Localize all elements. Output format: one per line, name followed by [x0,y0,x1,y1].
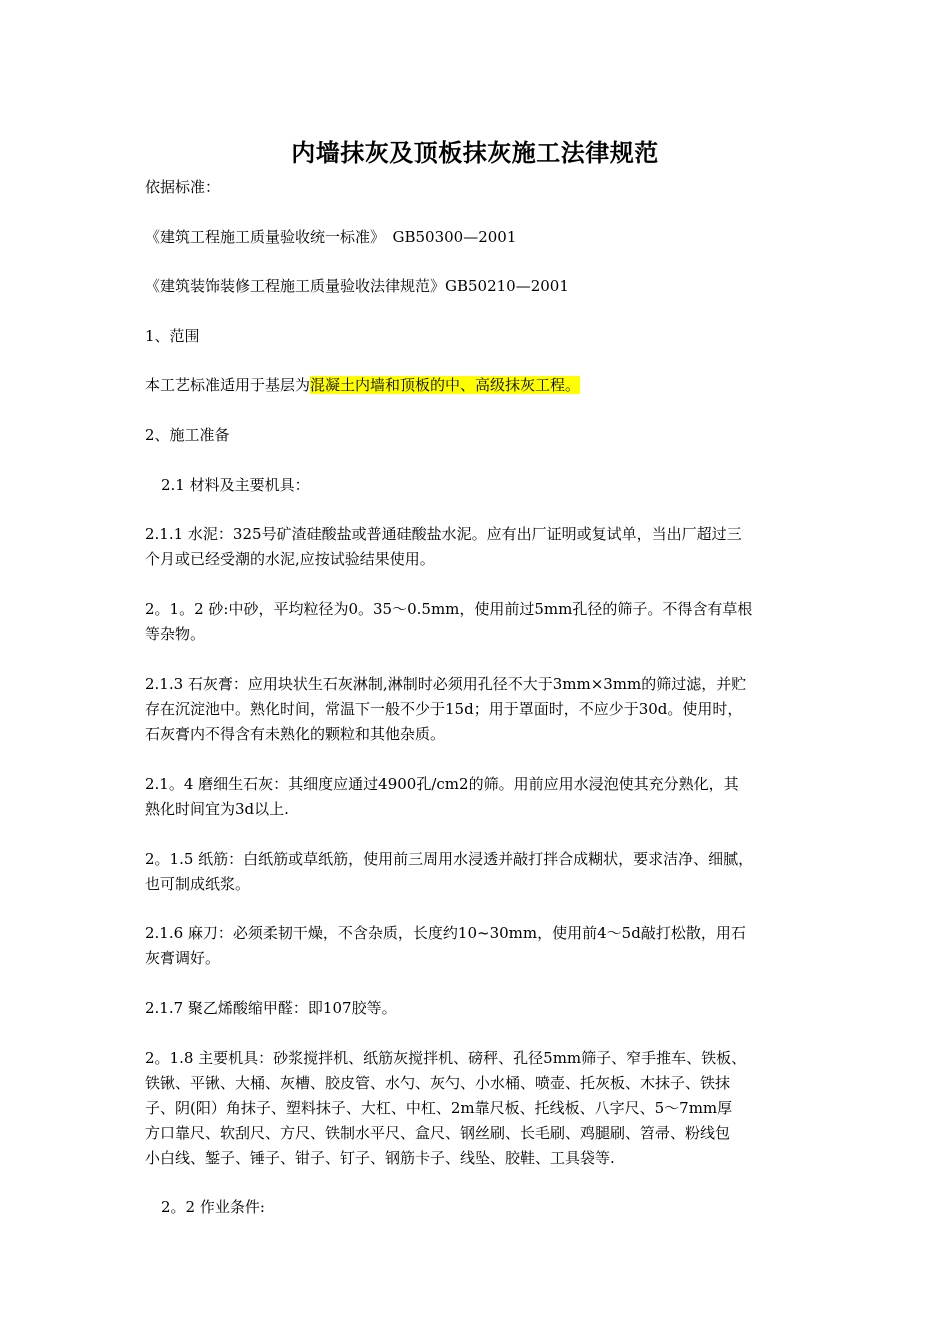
item-2-1-8-line-1: 2。1.8 主要机具：砂浆搅拌机、纸筋灰搅拌机、磅秤、孔径5mm筛子、窄手推车、铁板、 [145,1049,747,1067]
item-2-1-6-line-2: 灰膏调好。 [145,949,221,967]
standard-2: 《建筑装饰装修工程施工质量验收法律规范》GB50210—2001 [145,277,569,295]
page-title: 内墙抹灰及顶板抹灰施工法律规范 [291,138,659,167]
item-2-1-4-line-2: 熟化时间宜为3d以上. [145,800,289,818]
item-2-1-4-line-1: 2.1。4 磨细生石灰：其细度应通过4900孔/cm2的筛。用前应用水浸泡使其充分熟化，其 [145,775,739,793]
item-2-1-6-line-1: 2.1.6 麻刀：必须柔韧干燥，不含杂质，长度约10~30mm，使用前4～5d敲打松散，用石 [145,924,746,942]
item-2-1-3-line-3: 石灰膏内不得含有未熟化的颗粒和其他杂质。 [145,725,446,743]
item-2-1-5-line-1: 2。1.5 纸筋：白纸筋或草纸筋，使用前三周用水浸透并敲打拌合成糊状，要求洁净、细腻， [145,850,754,868]
item-2-1-8-line-4: 方口靠尺、软刮尺、方尺、铁制水平尺、盒尺、钢丝刷、长毛刷、鸡腿刷、笤帚、粉线包 [145,1124,731,1142]
basis-label: 依据标准： [145,178,221,196]
section-1-heading: 1、范围 [145,327,200,345]
subsection-2-2-heading: 2。2 作业条件: [161,1198,265,1216]
section-1-text-highlight: 混凝土内墙和顶板的中、高级抹灰工程。 [310,376,581,394]
item-2-1-1-line-2: 个月或已经受潮的水泥,应按试验结果使用。 [145,550,435,568]
subsection-2-1-heading: 2.1 材料及主要机具： [161,476,310,494]
standard-1: 《建筑工程施工质量验收统一标准》 GB50300—2001 [145,228,517,246]
item-2-1-3-line-2: 存在沉淀池中。熟化时间，常温下一般不少于15d；用于罩面时，不应少于30d。使用时， [145,700,743,718]
item-2-1-8-line-3: 子、阴(阳）角抹子、塑料抹子、大杠、中杠、2m靠尺板、托线板、八字尺、5～7mm厚 [145,1099,733,1117]
item-2-1-8-line-5: 小白线、錾子、锤子、钳子、钉子、钢筋卡子、线坠、胶鞋、工具袋等. [145,1149,615,1167]
item-2-1-8-line-2: 铁锹、平锹、大桶、灰槽、胶皮管、水勺、灰勺、小水桶、喷壶、托灰板、木抹子、铁抹 [145,1074,731,1092]
item-2-1-3-line-1: 2.1.3 石灰膏：应用块状生石灰淋制,淋制时必须用孔径不大于3mm×3mm的筛过滤，并贮 [145,675,747,693]
item-2-1-1-line-1: 2.1.1 水泥：325号矿渣硅酸盐或普通硅酸盐水泥。应有出厂证明或复试单，当出厂超过三 [145,525,742,543]
section-1-text-plain: 本工艺标准适用于基层为 [145,376,311,394]
item-2-1-5-line-2: 也可制成纸浆。 [145,875,251,893]
section-2-heading: 2、施工准备 [145,426,230,444]
item-2-1-7-line-1: 2.1.7 聚乙烯酸缩甲醛：即107胶等。 [145,999,397,1017]
section-1-text [145,373,825,398]
item-2-1-2-line-1: 2。1。2 砂:中砂，平均粒径为0。35～0.5mm，使用前过5mm孔径的筛子。不得含有草根 [145,600,753,618]
item-2-1-2-line-2: 等杂物。 [145,625,206,643]
